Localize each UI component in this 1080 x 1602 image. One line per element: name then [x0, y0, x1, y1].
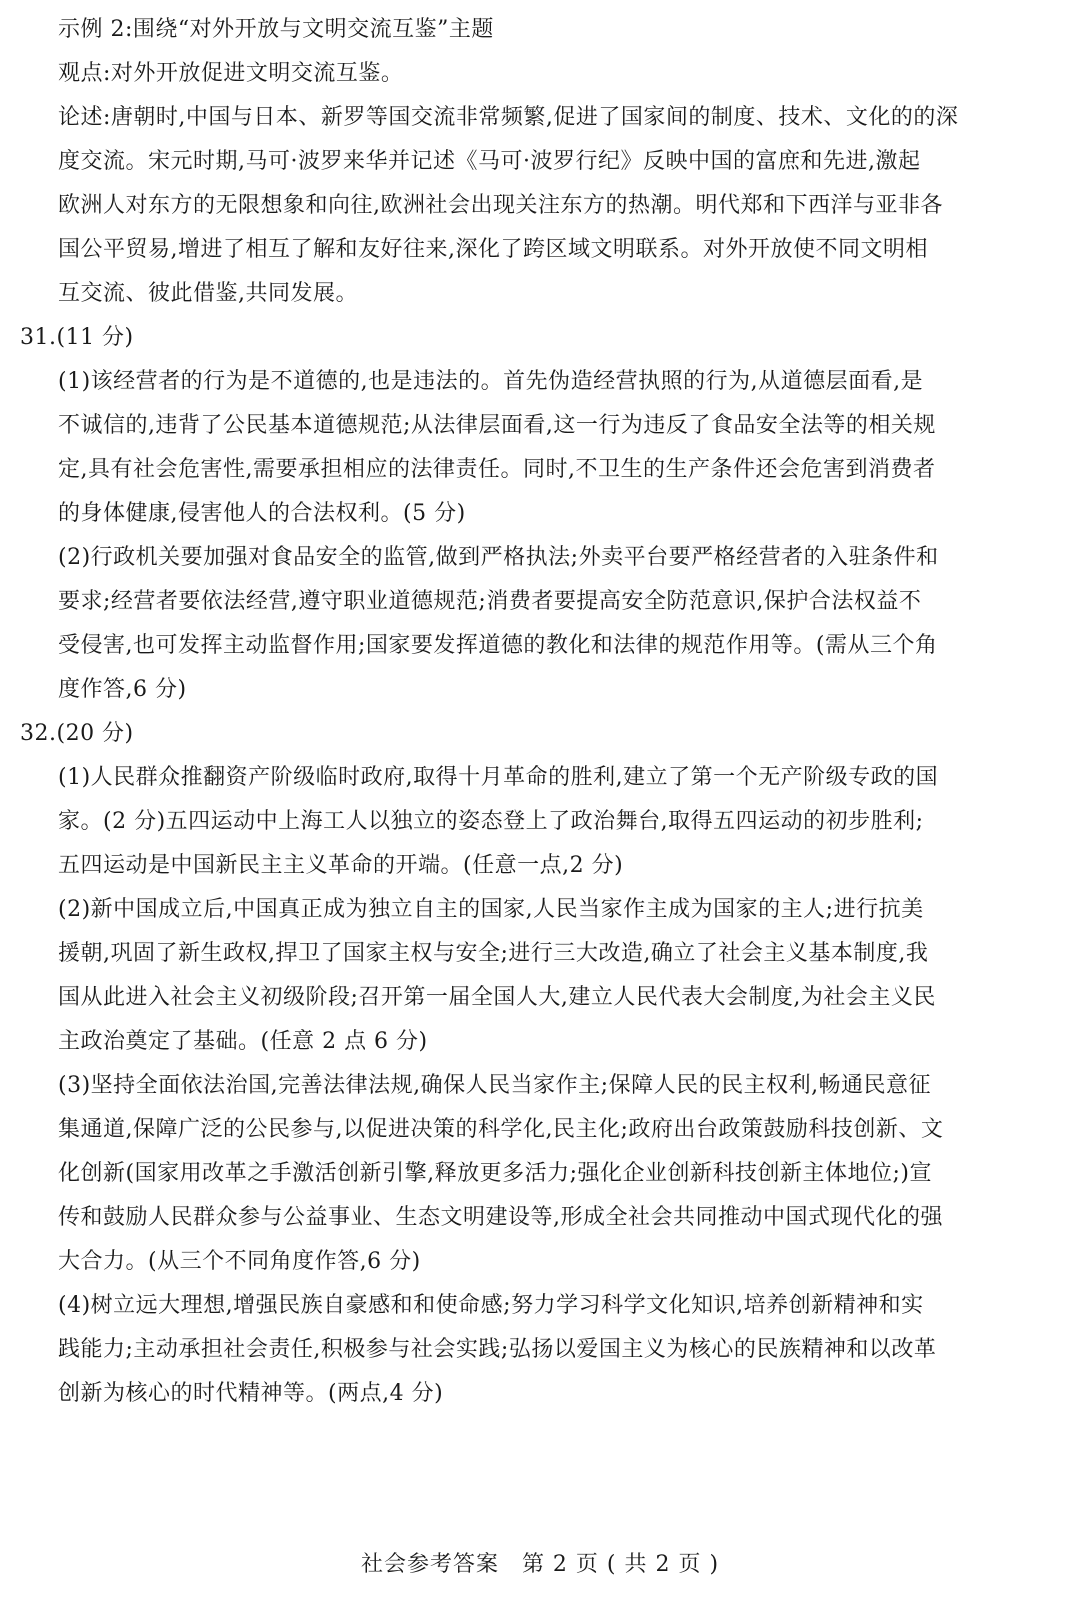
q32-part2-line: 国从此进入社会主义初级阶段;召开第一届全国人大,建立人民代表大会制度,为社会主义民	[58, 985, 936, 1010]
q31-part2-line: (2)行政机关要加强对食品安全的监管,做到严格执法;外卖平台要严格经营者的入驻条件和	[58, 545, 939, 570]
example-argument-line: 论述:唐朝时,中国与日本、新罗等国交流非常频繁,促进了国家间的制度、技术、文化的的深	[58, 105, 959, 130]
question-32-header: 32.(20 分)	[20, 721, 134, 746]
page-footer: 社会参考答案 第 2 页 ( 共 2 页 )	[360, 1552, 720, 1577]
q32-part3-line: 大合力。(从三个不同角度作答,6 分)	[58, 1249, 421, 1274]
example-argument-line: 国公平贸易,增进了相互了解和友好往来,深化了跨区域文明联系。对外开放使不同文明相	[58, 237, 928, 262]
q32-part3-line: (3)坚持全面依法治国,完善法律法规,确保人民当家作主;保障人民的民主权利,畅通民意征	[58, 1073, 932, 1098]
example-argument-line: 欧洲人对东方的无限想象和向往,欧洲社会出现关注东方的热潮。明代郑和下西洋与亚非各	[58, 193, 943, 218]
q31-part2-line: 要求;经营者要依法经营,遵守职业道德规范;消费者要提高安全防范意识,保护合法权益不	[58, 589, 922, 614]
q31-part1-line: 不诚信的,违背了公民基本道德规范;从法律层面看,这一行为违反了食品安全法等的相关规	[58, 413, 936, 438]
q32-part2-line: (2)新中国成立后,中国真正成为独立自主的国家,人民当家作主成为国家的主人;进行抗美	[58, 897, 924, 922]
q32-part4-line: (4)树立远大理想,增强民族自豪感和和使命感;努力学习科学文化知识,培养创新精神和实	[58, 1293, 924, 1318]
q31-part2-line: 度作答,6 分)	[58, 677, 187, 702]
q31-part2-line: 受侵害,也可发挥主动监督作用;国家要发挥道德的教化和法律的规范作用等。(需从三个角	[58, 633, 938, 658]
example-argument-line: 互交流、彼此借鉴,共同发展。	[58, 281, 358, 306]
q32-part2-line: 主政治奠定了基础。(任意 2 点 6 分)	[58, 1029, 428, 1054]
q32-part3-line: 化创新(国家用改革之手激活创新引擎,释放更多活力;强化企业创新科技创新主体地位;)宣	[58, 1161, 932, 1186]
example-viewpoint: 观点:对外开放促进文明交流互鉴。	[58, 61, 404, 86]
q31-part1-line: 的身体健康,侵害他人的合法权利。(5 分)	[58, 501, 466, 526]
example-argument-line: 度交流。宋元时期,马可·波罗来华并记述《马可·波罗行纪》反映中国的富庶和先进,激起	[58, 149, 921, 174]
q31-part1-line: (1)该经营者的行为是不道德的,也是违法的。首先伪造经营执照的行为,从道德层面看,是	[58, 369, 924, 394]
q32-part1-line: (1)人民群众推翻资产阶级临时政府,取得十月革命的胜利,建立了第一个无产阶级专政的国	[58, 765, 939, 790]
q32-part1-line: 家。(2 分)五四运动中上海工人以独立的姿态登上了政治舞台,取得五四运动的初步胜利;	[58, 809, 924, 834]
page-content	[0, 8, 1080, 1416]
q32-part4-line: 践能力;主动承担社会责任,积极参与社会实践;弘扬以爱国主义为核心的民族精神和以改革	[58, 1337, 937, 1362]
q32-part3-line: 传和鼓励人民群众参与公益事业、生态文明建设等,形成全社会共同推动中国式现代化的强	[58, 1205, 943, 1230]
q32-part2-line: 援朝,巩固了新生政权,捍卫了国家主权与安全;进行三大改造,确立了社会主义基本制度,我	[58, 941, 929, 966]
example-heading: 示例 2:围绕“对外开放与文明交流互鉴”主题	[58, 17, 494, 42]
q32-part3-line: 集通道,保障广泛的公民参与,以促进决策的科学化,民主化;政府出台政策鼓励科技创新、文	[58, 1117, 944, 1142]
q32-part1-line: 五四运动是中国新民主主义革命的开端。(任意一点,2 分)	[58, 853, 624, 878]
q32-part4-line: 创新为核心的时代精神等。(两点,4 分)	[58, 1381, 444, 1406]
question-31-header: 31.(11 分)	[20, 325, 134, 350]
q31-part1-line: 定,具有社会危害性,需要承担相应的法律责任。同时,不卫生的生产条件还会危害到消费者	[58, 457, 936, 482]
